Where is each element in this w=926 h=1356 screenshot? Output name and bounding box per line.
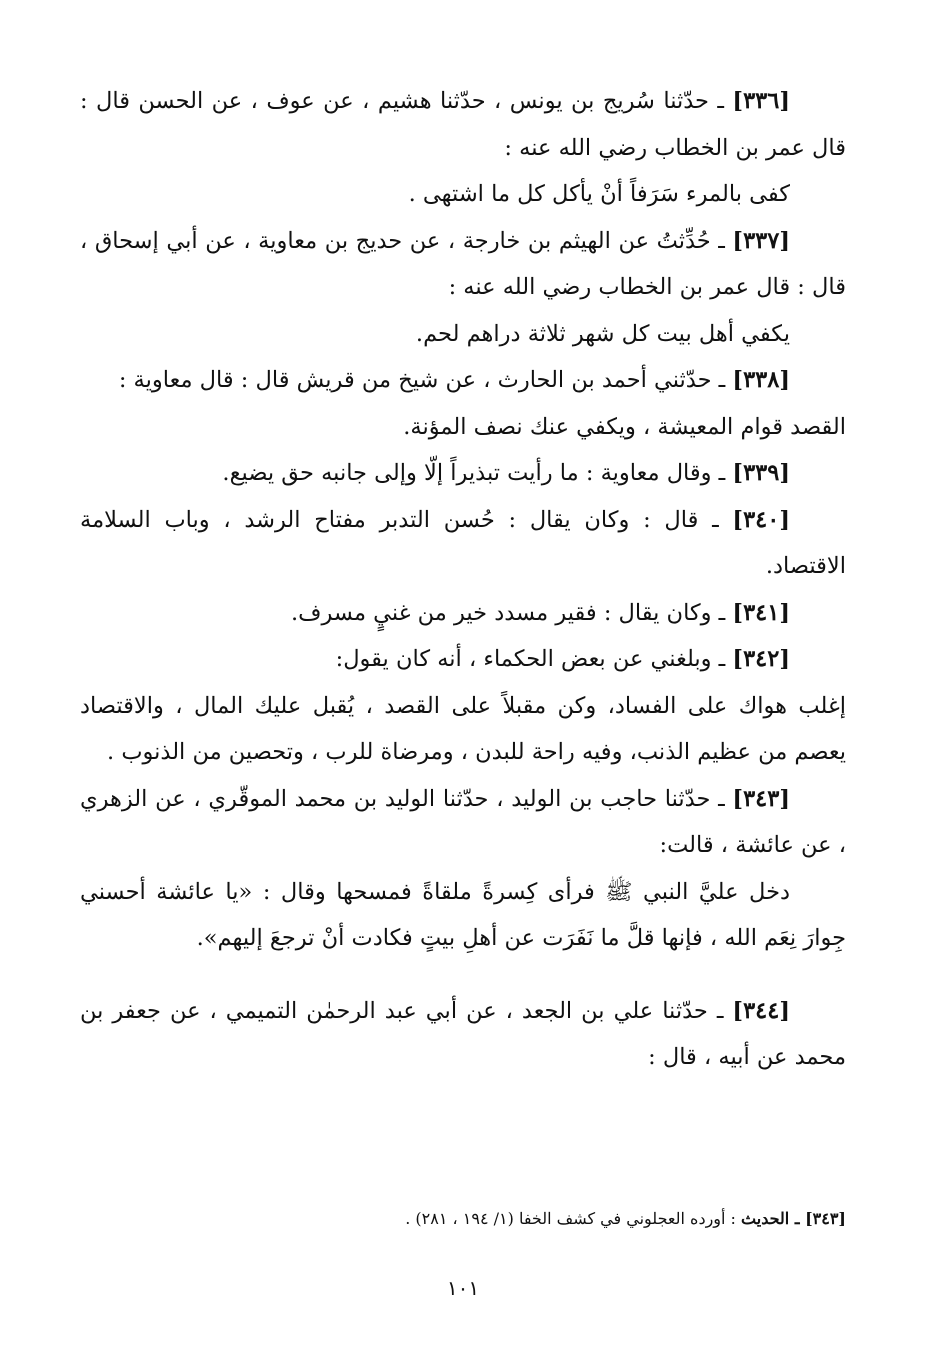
footnote [80,1206,846,1232]
footnote-text: : أورده العجلوني في كشف الخفا (١/ ١٩٤ ، ٢٨١) . [405,1209,742,1228]
page-number: ١٠١ [446,1276,480,1300]
paragraph-text: دخل عليَّ النبي ﷺ فرأى كِسرةً ملقاةً فمسحها وقال : «يا عائشة أحسني جِوارَ نِعَم الله ، فإنها قلَّ ما نَفَرَت عن أهلِ بيتٍ فكادت أنْ ترجعَ إليهم». [80,878,846,951]
paragraph-text: القصد قوام المعيشة ، ويكفي عنك نصف المؤنة. [403,413,846,440]
entry-number: [٣٣٩] [732,460,790,486]
entry-number: [٣٣٧] [732,227,790,254]
paragraph-340 [80,497,846,590]
paragraph-text: إغلب هواك على الفساد، وكن مقبلاً على القصد ، يُقبل عليك المال ، والاقتصاد يعصم من عظيم الذنب، وفيه راحة للبدن ، ومرضاة للرب ، وتحصين من الذنوب . [80,692,846,765]
paragraph-339 [80,450,846,497]
paragraph-341 [80,590,846,637]
quote-337 [80,311,846,358]
quote-342 [80,683,846,776]
paragraph-336 [80,78,846,171]
quote-336 [80,171,846,218]
paragraph-text: كفى بالمرء سَرَفاً أنْ يأكل كل ما اشتهى . [408,181,790,207]
paragraph-338 [80,357,846,404]
paragraph-text: ـ وبلغني عن بعض الحكماء ، أنه كان يقول: [335,646,733,672]
paragraph-text: ـ قال : وكان يقال : حُسن التدبر مفتاح الرشد ، وباب السلامة الاقتصاد. [80,506,846,579]
quote-343 [80,869,846,962]
paragraph-text: ـ وقال معاوية : ما رأيت تبذيراً إلّا وإلى جانبه حق يضيع. [222,460,733,486]
paragraph-text: ـ حُدِّثتُ عن الهيثم بن خارجة ، عن حديج بن معاوية ، عن أبي إسحاق ، قال : قال عمر بن الخطاب رضي الله عنه : [80,227,846,300]
paragraph-342 [80,636,846,683]
paragraph-text: ـ حدّثنا سُريج بن يونس ، حدّثنا هشيم ، عن عوف ، عن الحسن قال : قال عمر بن الخطاب رضي الله عنه : [80,88,846,161]
paragraph-344 [80,988,846,1081]
entry-number: [٣٣٨] [732,367,790,393]
paragraph-337 [80,218,846,311]
paragraph-343 [80,776,846,869]
entry-number: [٣٤١] [732,599,790,626]
entry-number: [٣٤٣] [732,785,790,812]
footnote-label: [٣٤٣] ـ الحديث [741,1209,846,1228]
entry-number: [٣٣٦] [732,88,790,114]
entry-number: [٣٤٠] [732,506,790,533]
paragraph-text: ـ حدّثنا حاجب بن الوليد ، حدّثنا الوليد بن محمد الموقّري ، عن الزهري ، عن عائشة ، قالت: [80,785,846,858]
paragraph-text: ـ وكان يقال : فقير مسدد خير من غنيٍ مسرف. [291,599,733,626]
paragraph-text: يكفي أهل بيت كل شهر ثلاثة دراهم لحم. [415,320,790,347]
paragraph-text: ـ حدّثنا علي بن الجعد ، عن أبي عبد الرحمٰن التميمي ، عن جعفر بن محمد عن أبيه ، قال : [80,997,846,1070]
entry-number: [٣٤٢] [732,646,790,672]
entry-number: [٣٤٤] [732,997,790,1024]
page-body [80,78,846,1081]
paragraph-text: ـ حدّثني أحمد بن الحارث ، عن شيخ من قريش قال : قال معاوية : [118,367,733,393]
quote-338 [80,404,846,451]
